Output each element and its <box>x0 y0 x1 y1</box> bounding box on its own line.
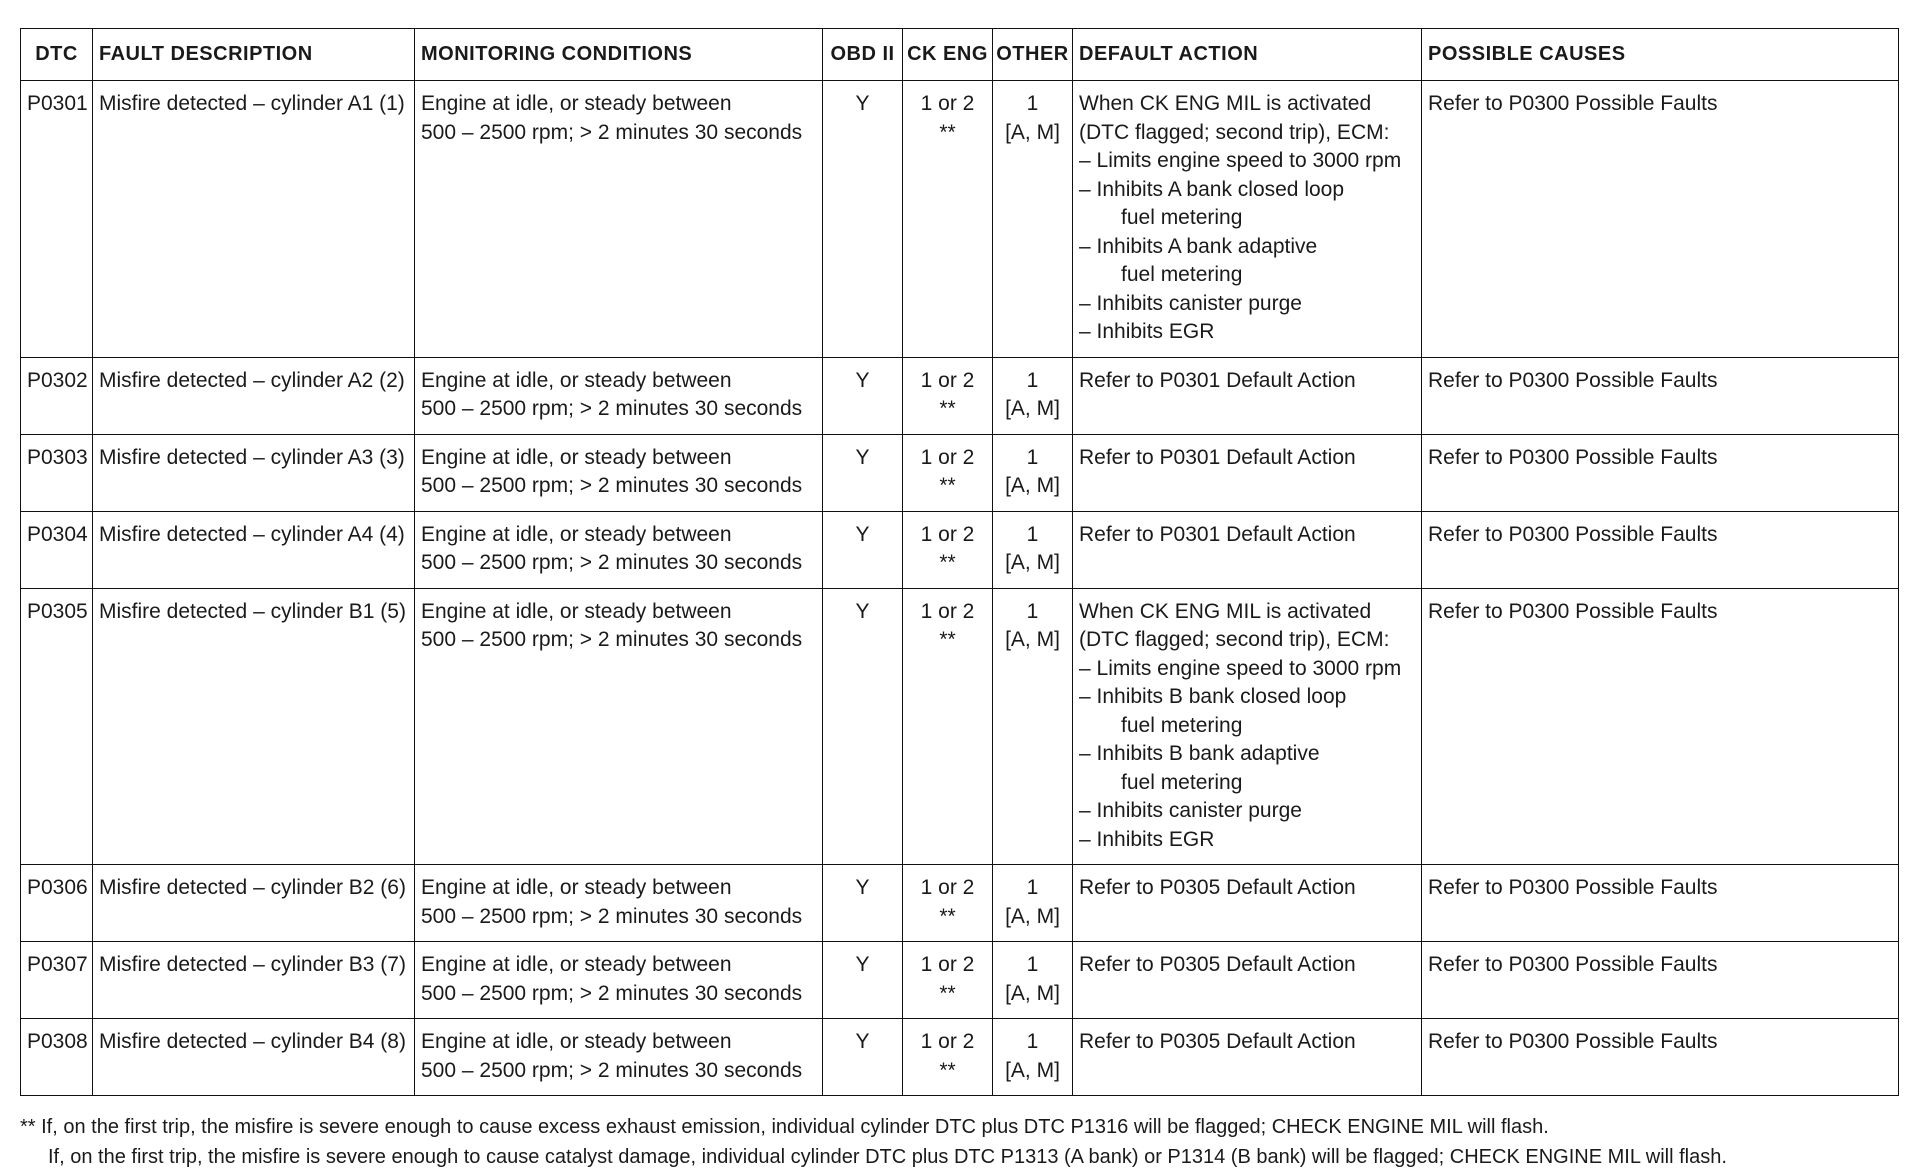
dtc-code: P0308 <box>21 1019 93 1096</box>
table-row <box>21 434 1899 511</box>
monitoring-line: 500 – 2500 rpm; > 2 minutes 30 seconds <box>421 474 803 497</box>
possible-causes: Refer to P0300 Possible Faults <box>1422 434 1899 511</box>
dtc-code: P0302 <box>21 357 93 434</box>
dtc-table <box>20 28 1899 1096</box>
default-action-line: – Inhibits A bank adaptive <box>1079 234 1318 258</box>
ck-eng-trips: 1 or 2 <box>920 445 975 469</box>
monitoring-conditions <box>415 434 823 511</box>
col-header-dtc: DTC <box>21 29 93 81</box>
col-header-obd-ii: OBD II <box>823 29 903 81</box>
obd-ii-value: Y <box>823 511 903 588</box>
other-flags: [A, M] <box>1005 904 1060 928</box>
ck-eng-trips: 1 or 2 <box>920 522 975 546</box>
dtc-code: P0303 <box>21 434 93 511</box>
default-action-line: – Limits engine speed to 3000 rpm <box>1079 656 1402 680</box>
default-action-line: – Inhibits EGR <box>1079 320 1215 343</box>
col-header-ck-eng: CK ENG <box>903 29 993 81</box>
ck-eng-note: ** <box>939 981 956 1005</box>
monitoring-conditions <box>415 511 823 588</box>
ck-eng-value <box>903 588 993 865</box>
monitoring-line: 500 – 2500 rpm; > 2 minutes 30 seconds <box>421 397 803 420</box>
other-number: 1 <box>1026 445 1039 469</box>
col-header-monitoring-conditions: MONITORING CONDITIONS <box>415 29 823 81</box>
possible-causes: Refer to P0300 Possible Faults <box>1422 588 1899 865</box>
default-action-line: When CK ENG MIL is activated <box>1079 599 1372 623</box>
other-number: 1 <box>1026 1030 1039 1053</box>
default-action <box>1073 511 1422 588</box>
dtc-code: P0306 <box>21 865 93 942</box>
obd-ii-value: Y <box>823 588 903 865</box>
other-value <box>993 942 1073 1019</box>
other-flags: [A, M] <box>1005 397 1060 420</box>
table-header <box>21 29 1899 81</box>
default-action-line: Refer to P0301 Default Action <box>1079 522 1356 546</box>
default-action-line: Refer to P0305 Default Action <box>1079 953 1356 976</box>
possible-causes: Refer to P0300 Possible Faults <box>1422 357 1899 434</box>
ck-eng-trips: 1 or 2 <box>920 599 975 623</box>
ck-eng-note: ** <box>939 551 956 574</box>
default-action-line: Refer to P0305 Default Action <box>1079 1030 1356 1053</box>
obd-ii-value: Y <box>823 865 903 942</box>
fault-description: Misfire detected – cylinder A3 (3) <box>93 434 415 511</box>
default-action <box>1073 942 1422 1019</box>
ck-eng-trips: 1 or 2 <box>920 953 975 976</box>
other-value <box>993 81 1073 358</box>
table-body <box>21 81 1899 1096</box>
table-row <box>21 511 1899 588</box>
default-action-line: – Inhibits canister purge <box>1079 799 1302 822</box>
obd-ii-value: Y <box>823 357 903 434</box>
other-flags: [A, M] <box>1005 120 1060 144</box>
fault-description: Misfire detected – cylinder A4 (4) <box>93 511 415 588</box>
monitoring-line: Engine at idle, or steady between <box>421 1030 732 1053</box>
ck-eng-note: ** <box>939 628 956 651</box>
footnotes <box>20 1112 1898 1172</box>
dtc-code: P0301 <box>21 81 93 358</box>
col-header-default-action: DEFAULT ACTION <box>1073 29 1422 81</box>
ck-eng-note: ** <box>939 474 956 497</box>
monitoring-conditions <box>415 81 823 358</box>
monitoring-conditions <box>415 942 823 1019</box>
default-action-line: (DTC flagged; second trip), ECM: <box>1079 120 1390 144</box>
other-value <box>993 511 1073 588</box>
default-action-line: (DTC flagged; second trip), ECM: <box>1079 628 1390 651</box>
fault-description: Misfire detected – cylinder A2 (2) <box>93 357 415 434</box>
ck-eng-value <box>903 81 993 358</box>
ck-eng-value <box>903 942 993 1019</box>
col-header-fault-description: FAULT DESCRIPTION <box>93 29 415 81</box>
other-value <box>993 434 1073 511</box>
default-action <box>1073 434 1422 511</box>
obd-ii-value: Y <box>823 1019 903 1096</box>
monitoring-line: Engine at idle, or steady between <box>421 953 732 976</box>
document-page <box>20 28 1898 1172</box>
default-action <box>1073 81 1422 358</box>
default-action-line: fuel metering <box>1121 206 1243 229</box>
footnote-excess-emission: ** If, on the first trip, the misfire is severe enough to cause excess exhaust emission, individual cylinder DTC plus DTC P1316 will be flagged; CHECK ENGINE MIL will flash. <box>20 1116 1549 1138</box>
fault-description: Misfire detected – cylinder B1 (5) <box>93 588 415 865</box>
monitoring-line: Engine at idle, or steady between <box>421 368 732 392</box>
dtc-code: P0304 <box>21 511 93 588</box>
table-row <box>21 357 1899 434</box>
monitoring-conditions <box>415 357 823 434</box>
ck-eng-trips: 1 or 2 <box>920 368 975 392</box>
ck-eng-note: ** <box>939 1058 956 1082</box>
monitoring-line: Engine at idle, or steady between <box>421 599 732 623</box>
default-action-line: – Inhibits canister purge <box>1079 291 1302 315</box>
possible-causes: Refer to P0300 Possible Faults <box>1422 81 1899 358</box>
monitoring-conditions <box>415 865 823 942</box>
fault-description: Misfire detected – cylinder B4 (8) <box>93 1019 415 1096</box>
default-action <box>1073 588 1422 865</box>
monitoring-conditions <box>415 1019 823 1096</box>
other-number: 1 <box>1026 953 1039 976</box>
monitoring-line: 500 – 2500 rpm; > 2 minutes 30 seconds <box>421 1058 803 1082</box>
default-action-line: fuel metering <box>1121 263 1243 286</box>
other-number: 1 <box>1026 92 1039 115</box>
other-value <box>993 1019 1073 1096</box>
ck-eng-value <box>903 357 993 434</box>
fault-description: Misfire detected – cylinder B2 (6) <box>93 865 415 942</box>
monitoring-line: 500 – 2500 rpm; > 2 minutes 30 seconds <box>421 628 803 651</box>
table-row <box>21 81 1899 358</box>
obd-ii-value: Y <box>823 81 903 358</box>
other-number: 1 <box>1026 876 1039 899</box>
default-action-line: – Inhibits A bank closed loop <box>1079 177 1345 201</box>
default-action-line: Refer to P0305 Default Action <box>1079 876 1356 899</box>
monitoring-line: 500 – 2500 rpm; > 2 minutes 30 seconds <box>421 551 803 574</box>
ck-eng-note: ** <box>939 904 956 928</box>
ck-eng-trips: 1 or 2 <box>920 1030 975 1053</box>
other-value <box>993 588 1073 865</box>
default-action-line: – Inhibits EGR <box>1079 827 1215 851</box>
default-action-line: fuel metering <box>1121 770 1243 794</box>
default-action <box>1073 865 1422 942</box>
monitoring-line: Engine at idle, or steady between <box>421 445 732 469</box>
other-flags: [A, M] <box>1005 981 1060 1005</box>
table-row <box>21 1019 1899 1096</box>
col-header-possible-causes: POSSIBLE CAUSES <box>1422 29 1899 81</box>
other-value <box>993 865 1073 942</box>
other-number: 1 <box>1026 599 1039 623</box>
default-action-line: – Inhibits B bank adaptive <box>1079 742 1320 765</box>
monitoring-line: 500 – 2500 rpm; > 2 minutes 30 seconds <box>421 120 803 144</box>
default-action-line: fuel metering <box>1121 713 1243 737</box>
footnote-catalyst-damage: If, on the first trip, the misfire is severe enough to cause catalyst damage, individual cylinder DTC plus DTC P1313 (A bank) or P1314 (B bank) will be flagged; CHECK ENGINE MIL will flash. <box>48 1146 1727 1168</box>
ck-eng-value <box>903 865 993 942</box>
default-action-line: Refer to P0301 Default Action <box>1079 368 1356 392</box>
default-action-line: – Inhibits B bank closed loop <box>1079 685 1347 708</box>
monitoring-line: Engine at idle, or steady between <box>421 522 732 546</box>
other-value <box>993 357 1073 434</box>
ck-eng-trips: 1 or 2 <box>920 92 975 115</box>
dtc-code: P0305 <box>21 588 93 865</box>
default-action-line: Refer to P0301 Default Action <box>1079 445 1356 469</box>
col-header-other: OTHER <box>993 29 1073 81</box>
obd-ii-value: Y <box>823 434 903 511</box>
other-number: 1 <box>1026 368 1039 392</box>
ck-eng-trips: 1 or 2 <box>920 876 975 899</box>
table-row <box>21 588 1899 865</box>
monitoring-line: Engine at idle, or steady between <box>421 876 732 899</box>
fault-description: Misfire detected – cylinder B3 (7) <box>93 942 415 1019</box>
default-action <box>1073 1019 1422 1096</box>
other-flags: [A, M] <box>1005 1058 1060 1082</box>
monitoring-line: 500 – 2500 rpm; > 2 minutes 30 seconds <box>421 981 803 1005</box>
ck-eng-note: ** <box>939 120 956 144</box>
other-number: 1 <box>1026 522 1039 546</box>
ck-eng-note: ** <box>939 397 956 420</box>
monitoring-line: Engine at idle, or steady between <box>421 92 732 115</box>
possible-causes: Refer to P0300 Possible Faults <box>1422 865 1899 942</box>
default-action-line: – Limits engine speed to 3000 rpm <box>1079 149 1402 172</box>
ck-eng-value <box>903 511 993 588</box>
ck-eng-value <box>903 434 993 511</box>
fault-description: Misfire detected – cylinder A1 (1) <box>93 81 415 358</box>
ck-eng-value <box>903 1019 993 1096</box>
other-flags: [A, M] <box>1005 474 1060 497</box>
table-row <box>21 865 1899 942</box>
other-flags: [A, M] <box>1005 551 1060 574</box>
possible-causes: Refer to P0300 Possible Faults <box>1422 1019 1899 1096</box>
possible-causes: Refer to P0300 Possible Faults <box>1422 511 1899 588</box>
table-row <box>21 942 1899 1019</box>
possible-causes: Refer to P0300 Possible Faults <box>1422 942 1899 1019</box>
monitoring-conditions <box>415 588 823 865</box>
default-action <box>1073 357 1422 434</box>
header-row <box>21 29 1899 81</box>
other-flags: [A, M] <box>1005 628 1060 651</box>
obd-ii-value: Y <box>823 942 903 1019</box>
default-action-line: When CK ENG MIL is activated <box>1079 92 1372 115</box>
monitoring-line: 500 – 2500 rpm; > 2 minutes 30 seconds <box>421 904 803 928</box>
dtc-code: P0307 <box>21 942 93 1019</box>
